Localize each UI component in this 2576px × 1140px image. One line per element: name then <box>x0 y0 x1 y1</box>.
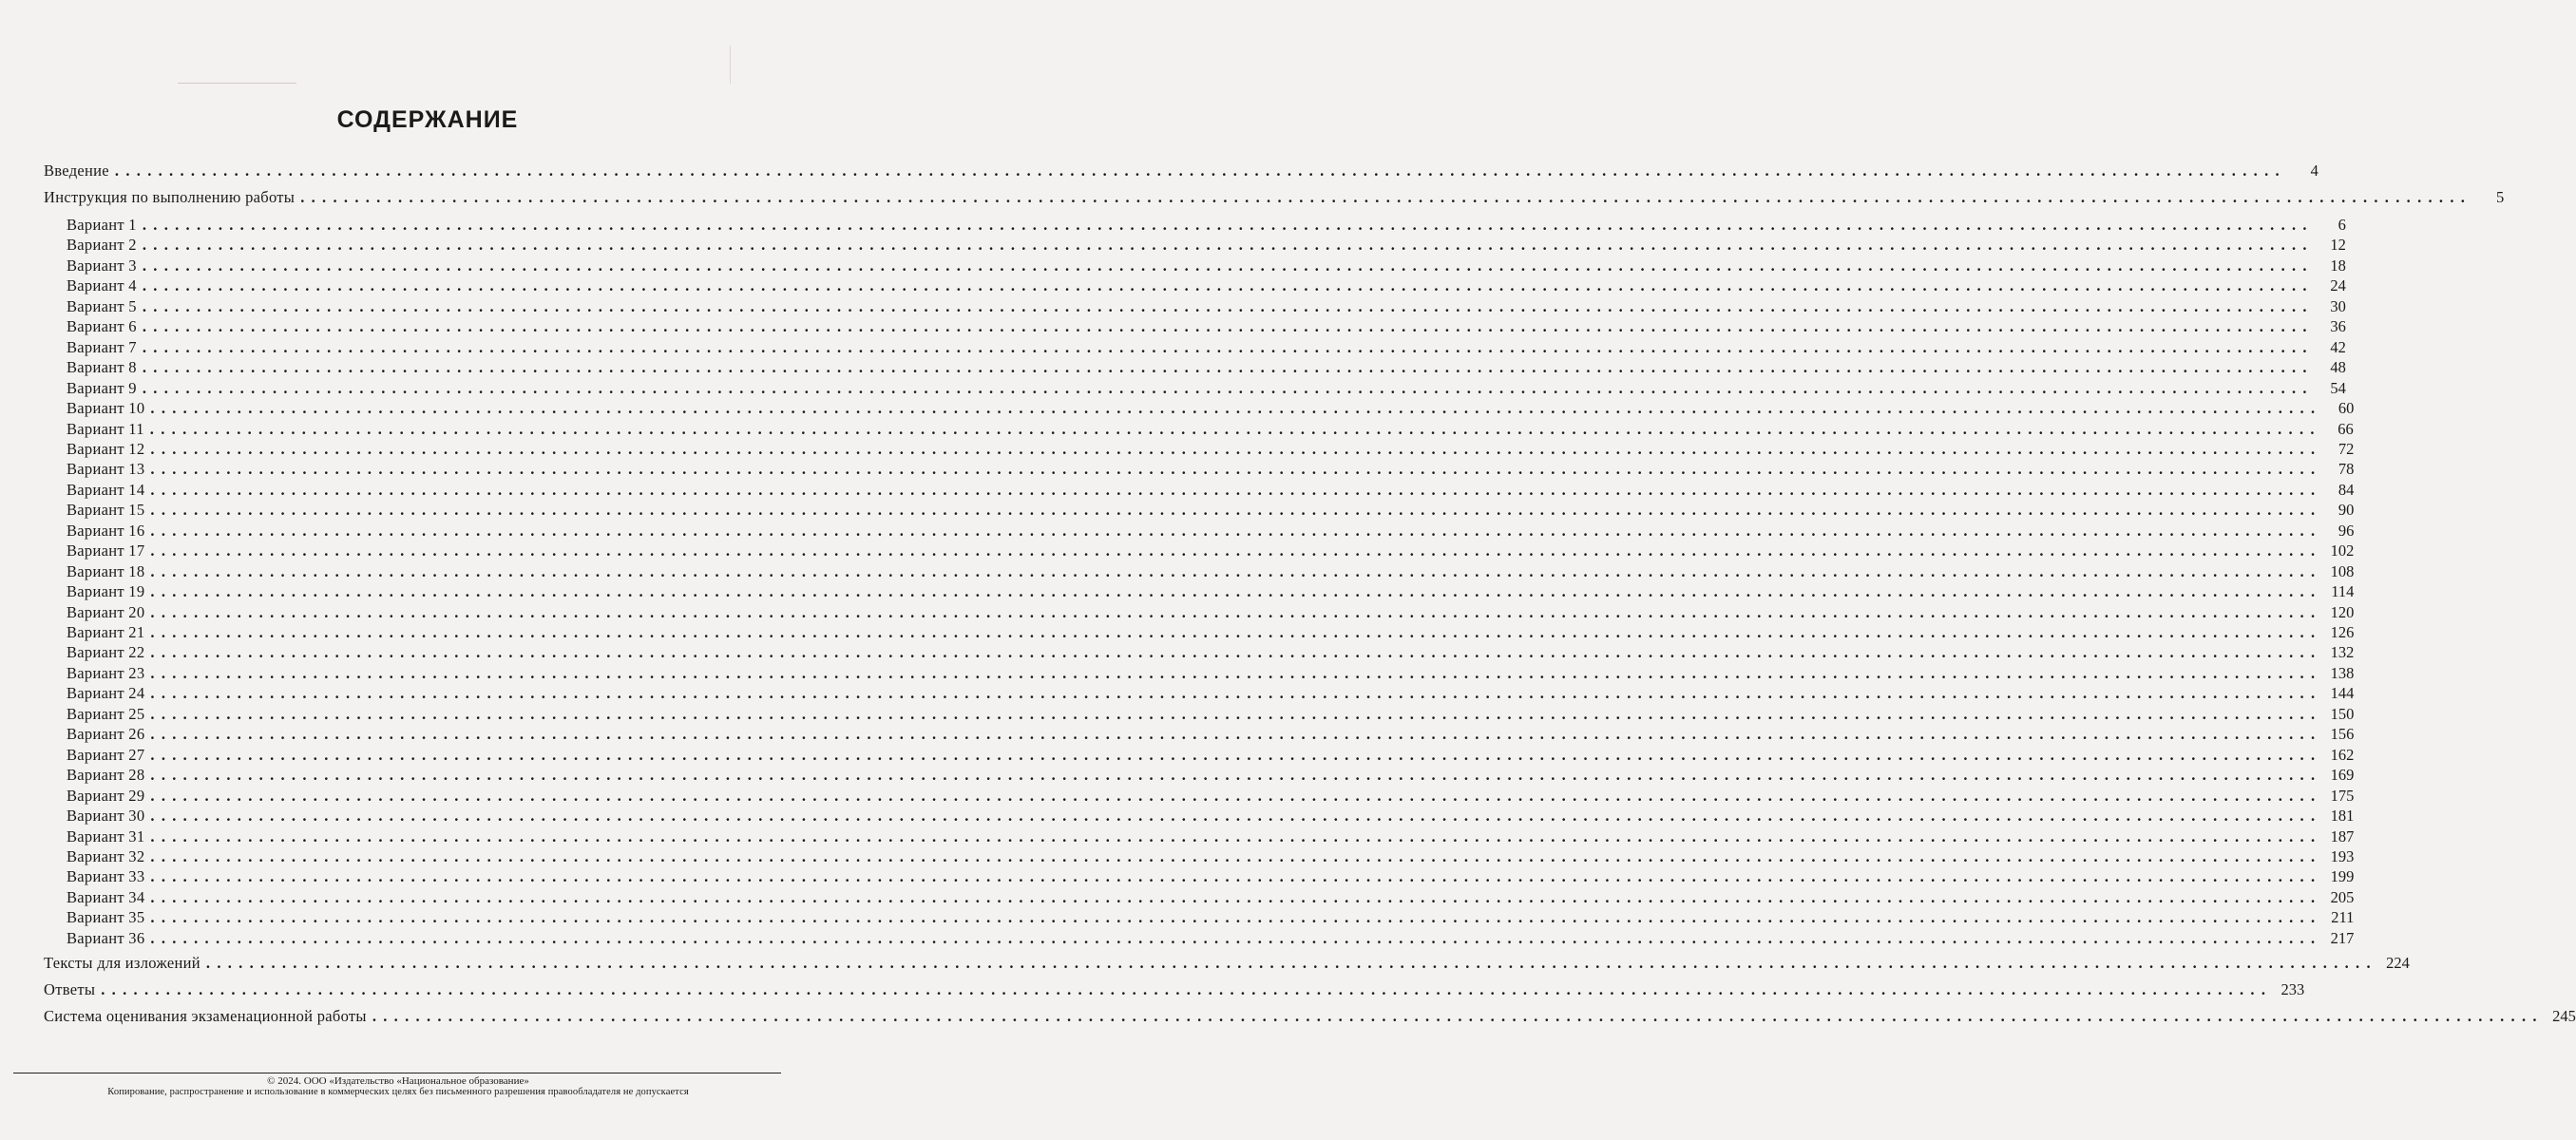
toc-variant-entry <box>67 806 2355 826</box>
toc-entry-label: Вариант 24 <box>67 684 145 702</box>
dot-leader: ........................................................................................................................................................................................................ <box>150 399 2322 417</box>
toc-variant-entry <box>67 521 2355 542</box>
toc-variant-entry <box>67 622 2355 643</box>
toc-page-number: 4 <box>2310 162 2318 180</box>
toc-variant-entry <box>67 928 2355 949</box>
toc-page-number: 66 <box>2337 420 2354 438</box>
toc-page-number: 12 <box>2330 236 2346 254</box>
dot-leader: ........................................................................................................................................................................................................ <box>142 276 2314 294</box>
toc-page-number: 84 <box>2337 481 2355 499</box>
toc-variant-entry <box>67 704 2355 725</box>
toc-page-number: 30 <box>2330 297 2346 315</box>
toc-page-number: 211 <box>2331 908 2355 926</box>
toc-entry-label: Вариант 2 <box>67 236 137 254</box>
toc-entry-label: Вариант 21 <box>67 623 145 641</box>
dot-leader: ........................................................................................................................................................................................................ <box>150 542 2322 560</box>
toc-page-number: 224 <box>2386 954 2410 972</box>
footer-divider <box>13 1073 781 1074</box>
toc-entry-label: Вариант 16 <box>67 522 145 540</box>
dot-leader: ........................................................................................................................................................................................................ <box>205 954 2377 972</box>
toc-entry <box>44 187 2505 208</box>
copyright-line: © 2024. ООО «Издательство «Национальное образование» <box>267 1075 529 1087</box>
toc-entry-label: Вариант 31 <box>67 827 145 846</box>
toc-entry-label: Вариант 9 <box>67 379 137 397</box>
dot-leader: ........................................................................................................................................................................................................ <box>300 188 2472 206</box>
dot-leader: ........................................................................................................................................................................................................ <box>150 623 2322 641</box>
toc-variant-entry <box>67 826 2355 847</box>
toc-page-number: 217 <box>2330 929 2355 947</box>
toc-page-number: 54 <box>2330 379 2346 397</box>
toc-entry-label: Вариант 28 <box>67 766 145 784</box>
toc-page-number: 78 <box>2337 460 2355 478</box>
toc-page-number: 24 <box>2330 276 2346 294</box>
toc-entry-label: Вариант 20 <box>67 603 145 621</box>
toc-entry-label: Вариант 29 <box>67 787 145 805</box>
toc-variant-entry <box>67 337 2346 358</box>
toc-entry-label: Вариант 11 <box>67 420 144 438</box>
toc-variant-entry <box>67 276 2346 296</box>
toc-variant-entry <box>67 541 2355 561</box>
dot-leader: ........................................................................................................................................................................................................ <box>150 522 2322 540</box>
toc-entry-label: Вариант 34 <box>67 888 145 906</box>
toc-variant-entry <box>67 378 2346 399</box>
dot-leader: ........................................................................................................................................................................................................ <box>150 929 2322 947</box>
dot-leader: ........................................................................................................................................................................................................ <box>142 236 2314 254</box>
dot-leader: ........................................................................................................................................................................................................ <box>142 256 2314 275</box>
dot-leader: ........................................................................................................................................................................................................ <box>150 501 2322 519</box>
toc-variant-entry <box>67 786 2355 807</box>
toc-variant-entry <box>67 683 2355 704</box>
toc-entry-label: Вариант 6 <box>67 317 137 335</box>
dot-leader: ........................................................................................................................................................................................................ <box>150 684 2322 702</box>
toc-page-number: 132 <box>2330 643 2355 661</box>
toc-entry-label: Вариант 18 <box>67 562 145 580</box>
dot-leader: ........................................................................................................................................................................................................ <box>114 162 2286 180</box>
toc-entry-label: Вариант 25 <box>67 705 145 723</box>
dot-leader: ........................................................................................................................................................................................................ <box>150 664 2322 682</box>
toc-variant-entry <box>67 357 2346 378</box>
toc-entry-label: Ответы <box>44 980 96 998</box>
toc-page-number: 90 <box>2337 501 2355 519</box>
toc-page-number: 60 <box>2337 399 2355 417</box>
dot-leader: ........................................................................................................................................................................................................ <box>101 980 2273 998</box>
toc-entry-label: Вариант 7 <box>67 338 137 356</box>
dot-leader: ........................................................................................................................................................................................................ <box>150 460 2322 478</box>
dot-leader: ........................................................................................................................................................................................................ <box>150 562 2322 580</box>
toc-entry-label: Вариант 17 <box>67 542 145 560</box>
toc-variant-entry <box>67 480 2355 501</box>
dot-leader: ........................................................................................................................................................................................................ <box>150 867 2322 885</box>
toc-page-number: 175 <box>2330 787 2355 805</box>
toc-entry-label: Введение <box>44 162 109 180</box>
toc-variant-entry <box>67 663 2355 684</box>
dot-leader: ........................................................................................................................................................................................................ <box>150 643 2322 661</box>
toc-page-number: 169 <box>2330 766 2355 784</box>
dot-leader: ........................................................................................................................................................................................................ <box>142 358 2314 376</box>
toc-variant-entry <box>67 907 2355 928</box>
toc-entry-label: Вариант 10 <box>67 399 145 417</box>
toc-entry <box>44 953 2410 974</box>
toc-page-number: 193 <box>2330 847 2355 865</box>
dot-leader: ........................................................................................................................................................................................................ <box>372 1007 2544 1025</box>
toc-page-number: 144 <box>2330 684 2355 702</box>
toc-variant-entry <box>67 724 2355 745</box>
toc-variant-entry <box>67 316 2346 337</box>
dot-leader: ........................................................................................................................................................................................................ <box>150 603 2322 621</box>
toc-variant-entry <box>67 419 2354 440</box>
toc-page-number: 72 <box>2337 440 2355 458</box>
toc-entry <box>44 161 2318 181</box>
dot-leader: ........................................................................................................................................................................................................ <box>150 787 2322 805</box>
toc-page-number: 156 <box>2330 725 2355 743</box>
toc-variant-entry <box>67 235 2346 256</box>
toc-variant-entry <box>67 561 2355 582</box>
toc-variant-entry <box>67 256 2346 276</box>
toc-entry-label: Вариант 26 <box>67 725 145 743</box>
toc-entry-label: Вариант 32 <box>67 847 145 865</box>
toc-page-number: 233 <box>2280 980 2305 998</box>
dot-leader: ........................................................................................................................................................................................................ <box>150 582 2322 600</box>
dot-leader: ........................................................................................................................................................................................................ <box>150 827 2322 846</box>
dot-leader: ........................................................................................................................................................................................................ <box>149 420 2321 438</box>
toc-variant-entry <box>67 866 2355 887</box>
toc-page-number: 205 <box>2330 888 2355 906</box>
toc-page-number: 108 <box>2330 562 2355 580</box>
toc-entry-label: Вариант 35 <box>67 908 145 926</box>
toc-page-number: 5 <box>2495 188 2505 206</box>
dot-leader: ........................................................................................................................................................................................................ <box>150 746 2322 764</box>
toc-variant-entry <box>67 500 2355 521</box>
toc-page-number: 126 <box>2330 623 2355 641</box>
toc-entry-label: Вариант 22 <box>67 643 145 661</box>
dot-leader: ........................................................................................................................................................................................................ <box>150 847 2322 865</box>
dot-leader: ........................................................................................................................................................................................................ <box>142 379 2314 397</box>
toc-entry-label: Инструкция по выполнению работы <box>44 188 296 206</box>
toc-variant-entry <box>67 745 2355 766</box>
toc-variant-entry <box>67 846 2355 867</box>
toc-page-number: 181 <box>2330 807 2355 825</box>
toc-page-number: 150 <box>2330 705 2355 723</box>
toc-page-number: 114 <box>2331 582 2355 600</box>
toc-variant-entry <box>67 215 2346 236</box>
toc-entry-label: Тексты для изложений <box>44 954 200 972</box>
toc-entry-label: Вариант 1 <box>67 216 137 234</box>
toc-page-number: 102 <box>2330 542 2355 560</box>
dot-leader: ........................................................................................................................................................................................................ <box>142 216 2314 234</box>
dot-leader: ........................................................................................................................................................................................................ <box>150 725 2322 743</box>
toc-page-number: 138 <box>2330 664 2355 682</box>
toc-entry-label: Вариант 15 <box>67 501 145 519</box>
toc-entry-label: Вариант 12 <box>67 440 145 458</box>
scan-artifact-tick <box>730 46 731 84</box>
dot-leader: ........................................................................................................................................................................................................ <box>142 317 2314 335</box>
toc-variant-entry <box>67 581 2355 602</box>
dot-leader: ........................................................................................................................................................................................................ <box>150 766 2322 784</box>
scan-artifact-line <box>178 83 296 84</box>
toc-variant-entry <box>67 439 2355 460</box>
toc-variant-entry <box>67 642 2355 663</box>
toc-page-number: 199 <box>2330 867 2355 885</box>
toc-page-number: 18 <box>2330 256 2346 275</box>
dot-leader: ........................................................................................................................................................................................................ <box>150 888 2322 906</box>
toc-entry-label: Вариант 5 <box>67 297 137 315</box>
toc-page-number: 245 <box>2552 1007 2576 1025</box>
toc-page-number: 36 <box>2330 317 2346 335</box>
page-title: СОДЕРЖАНИЕ <box>336 106 519 133</box>
dot-leader: ........................................................................................................................................................................................................ <box>150 807 2322 825</box>
toc-page-number: 42 <box>2330 338 2346 356</box>
toc-page-number: 48 <box>2330 358 2346 376</box>
toc-entry-label: Вариант 3 <box>67 256 137 275</box>
toc-entry-label: Вариант 13 <box>67 460 145 478</box>
toc-variant-entry <box>67 459 2355 480</box>
dot-leader: ........................................................................................................................................................................................................ <box>142 338 2314 356</box>
toc-entry-label: Вариант 14 <box>67 481 145 499</box>
toc-variant-entry <box>67 602 2355 623</box>
toc-variant-entry <box>67 296 2346 317</box>
toc-variant-entry <box>67 765 2355 786</box>
toc-variant-entry <box>67 887 2355 908</box>
dot-leader: ........................................................................................................................................................................................................ <box>150 908 2322 926</box>
toc-variant-entry <box>67 398 2355 419</box>
toc-entry-label: Вариант 27 <box>67 746 145 764</box>
toc-entry-label: Система оценивания экзаменационной работы <box>44 1007 367 1025</box>
toc-page-number: 187 <box>2330 827 2355 846</box>
toc-page-number: 96 <box>2337 522 2355 540</box>
dot-leader: ........................................................................................................................................................................................................ <box>150 705 2322 723</box>
toc-entry-label: Вариант 33 <box>67 867 145 885</box>
toc-page-number: 120 <box>2330 603 2355 621</box>
toc-page-number: 6 <box>2337 216 2346 234</box>
dot-leader: ........................................................................................................................................................................................................ <box>142 297 2314 315</box>
dot-leader: ........................................................................................................................................................................................................ <box>150 440 2322 458</box>
toc-entry-label: Вариант 30 <box>67 807 145 825</box>
toc-entry <box>44 979 2305 1000</box>
toc-entry <box>44 1006 2576 1027</box>
toc-entry-label: Вариант 4 <box>67 276 137 294</box>
dot-leader: ........................................................................................................................................................................................................ <box>150 481 2322 499</box>
toc-entry-label: Вариант 8 <box>67 358 137 376</box>
toc-entry-label: Вариант 23 <box>67 664 145 682</box>
toc-page-number: 162 <box>2330 746 2355 764</box>
copyright-notice: Копирование, распространение и использование в коммерческих целях без письменного разрешения правообладателя не допускается <box>107 1087 689 1097</box>
toc-entry-label: Вариант 36 <box>67 929 145 947</box>
toc-entry-label: Вариант 19 <box>67 582 145 600</box>
